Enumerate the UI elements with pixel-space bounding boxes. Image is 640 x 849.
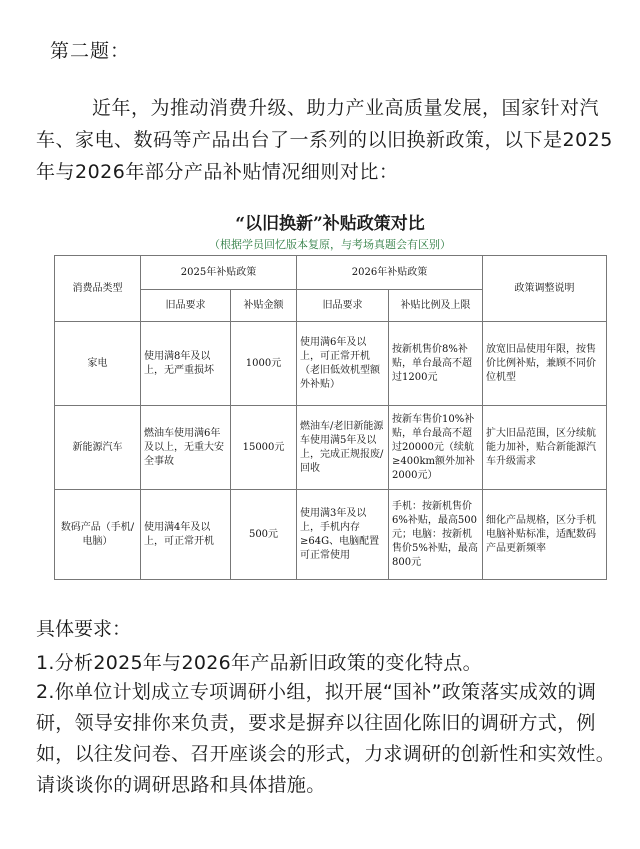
requirement-item-2: 2.你单位计划成立专项调研小组，拟开展“国补”政策落实成效的调研，领导安排你来负责，要求是摒弃以往固化陈旧的调研方式，例如，以往发问卷、召开座谈会的形式，力求调研的创新性和实效性。请谈谈你的调研思路和具体措施。 [36, 681, 616, 796]
cell-adjustment: 细化产品规格，区分手机电脑补贴标准，适配数码产品更新频率 [483, 490, 607, 580]
requirement-item-1: 1.分析2025年与2026年产品新旧政策的变化特点。 [36, 652, 482, 674]
header-2025: 2025年补贴政策 [141, 256, 297, 290]
table-row [55, 406, 607, 490]
cell-amount-2025: 1000元 [231, 322, 297, 406]
header-old-req-2026: 旧品要求 [297, 290, 389, 322]
table-title: “以旧换新”补贴政策对比 [235, 214, 425, 234]
header-adjustment: 政策调整说明 [483, 256, 607, 322]
header-ratio-2026: 补贴比例及上限 [389, 290, 483, 322]
cell-req-2025: 使用满4年及以上，可正常开机 [141, 490, 231, 580]
header-old-req-2025: 旧品要求 [141, 290, 231, 322]
cell-category: 新能源汽车 [55, 406, 141, 490]
header-category: 消费品类型 [55, 256, 141, 322]
policy-comparison-table [54, 255, 607, 580]
cell-adjustment: 扩大旧品范围，区分续航能力加补，贴合新能源汽车升级需求 [483, 406, 607, 490]
cell-category: 数码产品（手机/电脑） [55, 490, 141, 580]
cell-ratio-2026: 按新机售价8%补贴，单台最高不超过1200元 [389, 322, 483, 406]
header-2026: 2026年补贴政策 [297, 256, 483, 290]
cell-req-2026: 使用满3年及以上，手机内存≥64G、电脑配置可正常使用 [297, 490, 389, 580]
cell-ratio-2026: 按新车售价10%补贴，单台最高不超过20000元（续航≥400km额外加补2000元） [389, 406, 483, 490]
header-amount-2025: 补贴金额 [231, 290, 297, 322]
policy-comparison-figure [54, 213, 606, 585]
intro-paragraph [36, 92, 621, 188]
requirements-title: 具体要求： [36, 618, 132, 640]
cell-req-2026: 燃油车/老旧新能源车使用满5年及以上，完成正规报废/回收 [297, 406, 389, 490]
cell-ratio-2026: 手机：按新机售价6%补贴，最高500元；电脑：按新机售价5%补贴，最高800元 [389, 490, 483, 580]
cell-req-2025: 使用满8年及以上，无严重损坏 [141, 322, 231, 406]
cell-category: 家电 [55, 322, 141, 406]
question-heading: 第二题： [50, 40, 131, 62]
cell-adjustment: 放宽旧品使用年限，按售价比例补贴，兼顾不同价位机型 [483, 322, 607, 406]
cell-amount-2025: 500元 [231, 490, 297, 580]
cell-req-2026: 使用满6年及以上，可正常开机（老旧低效机型额外补贴） [297, 322, 389, 406]
table-row [55, 490, 607, 580]
cell-req-2025: 燃油车使用满6年及以上，无重大安全事故 [141, 406, 231, 490]
table-row [55, 322, 607, 406]
table-subtitle: （根据学员回忆版本复原，与考场真题会有区别） [209, 238, 451, 251]
intro-text: 近年，为推动消费升级、助力产业高质量发展，国家针对汽车、家电、数码等产品出台了一系列的以旧换新政策，以下是2025年与2026年部分产品补贴情况细则对比： [36, 97, 613, 183]
cell-amount-2025: 15000元 [231, 406, 297, 490]
